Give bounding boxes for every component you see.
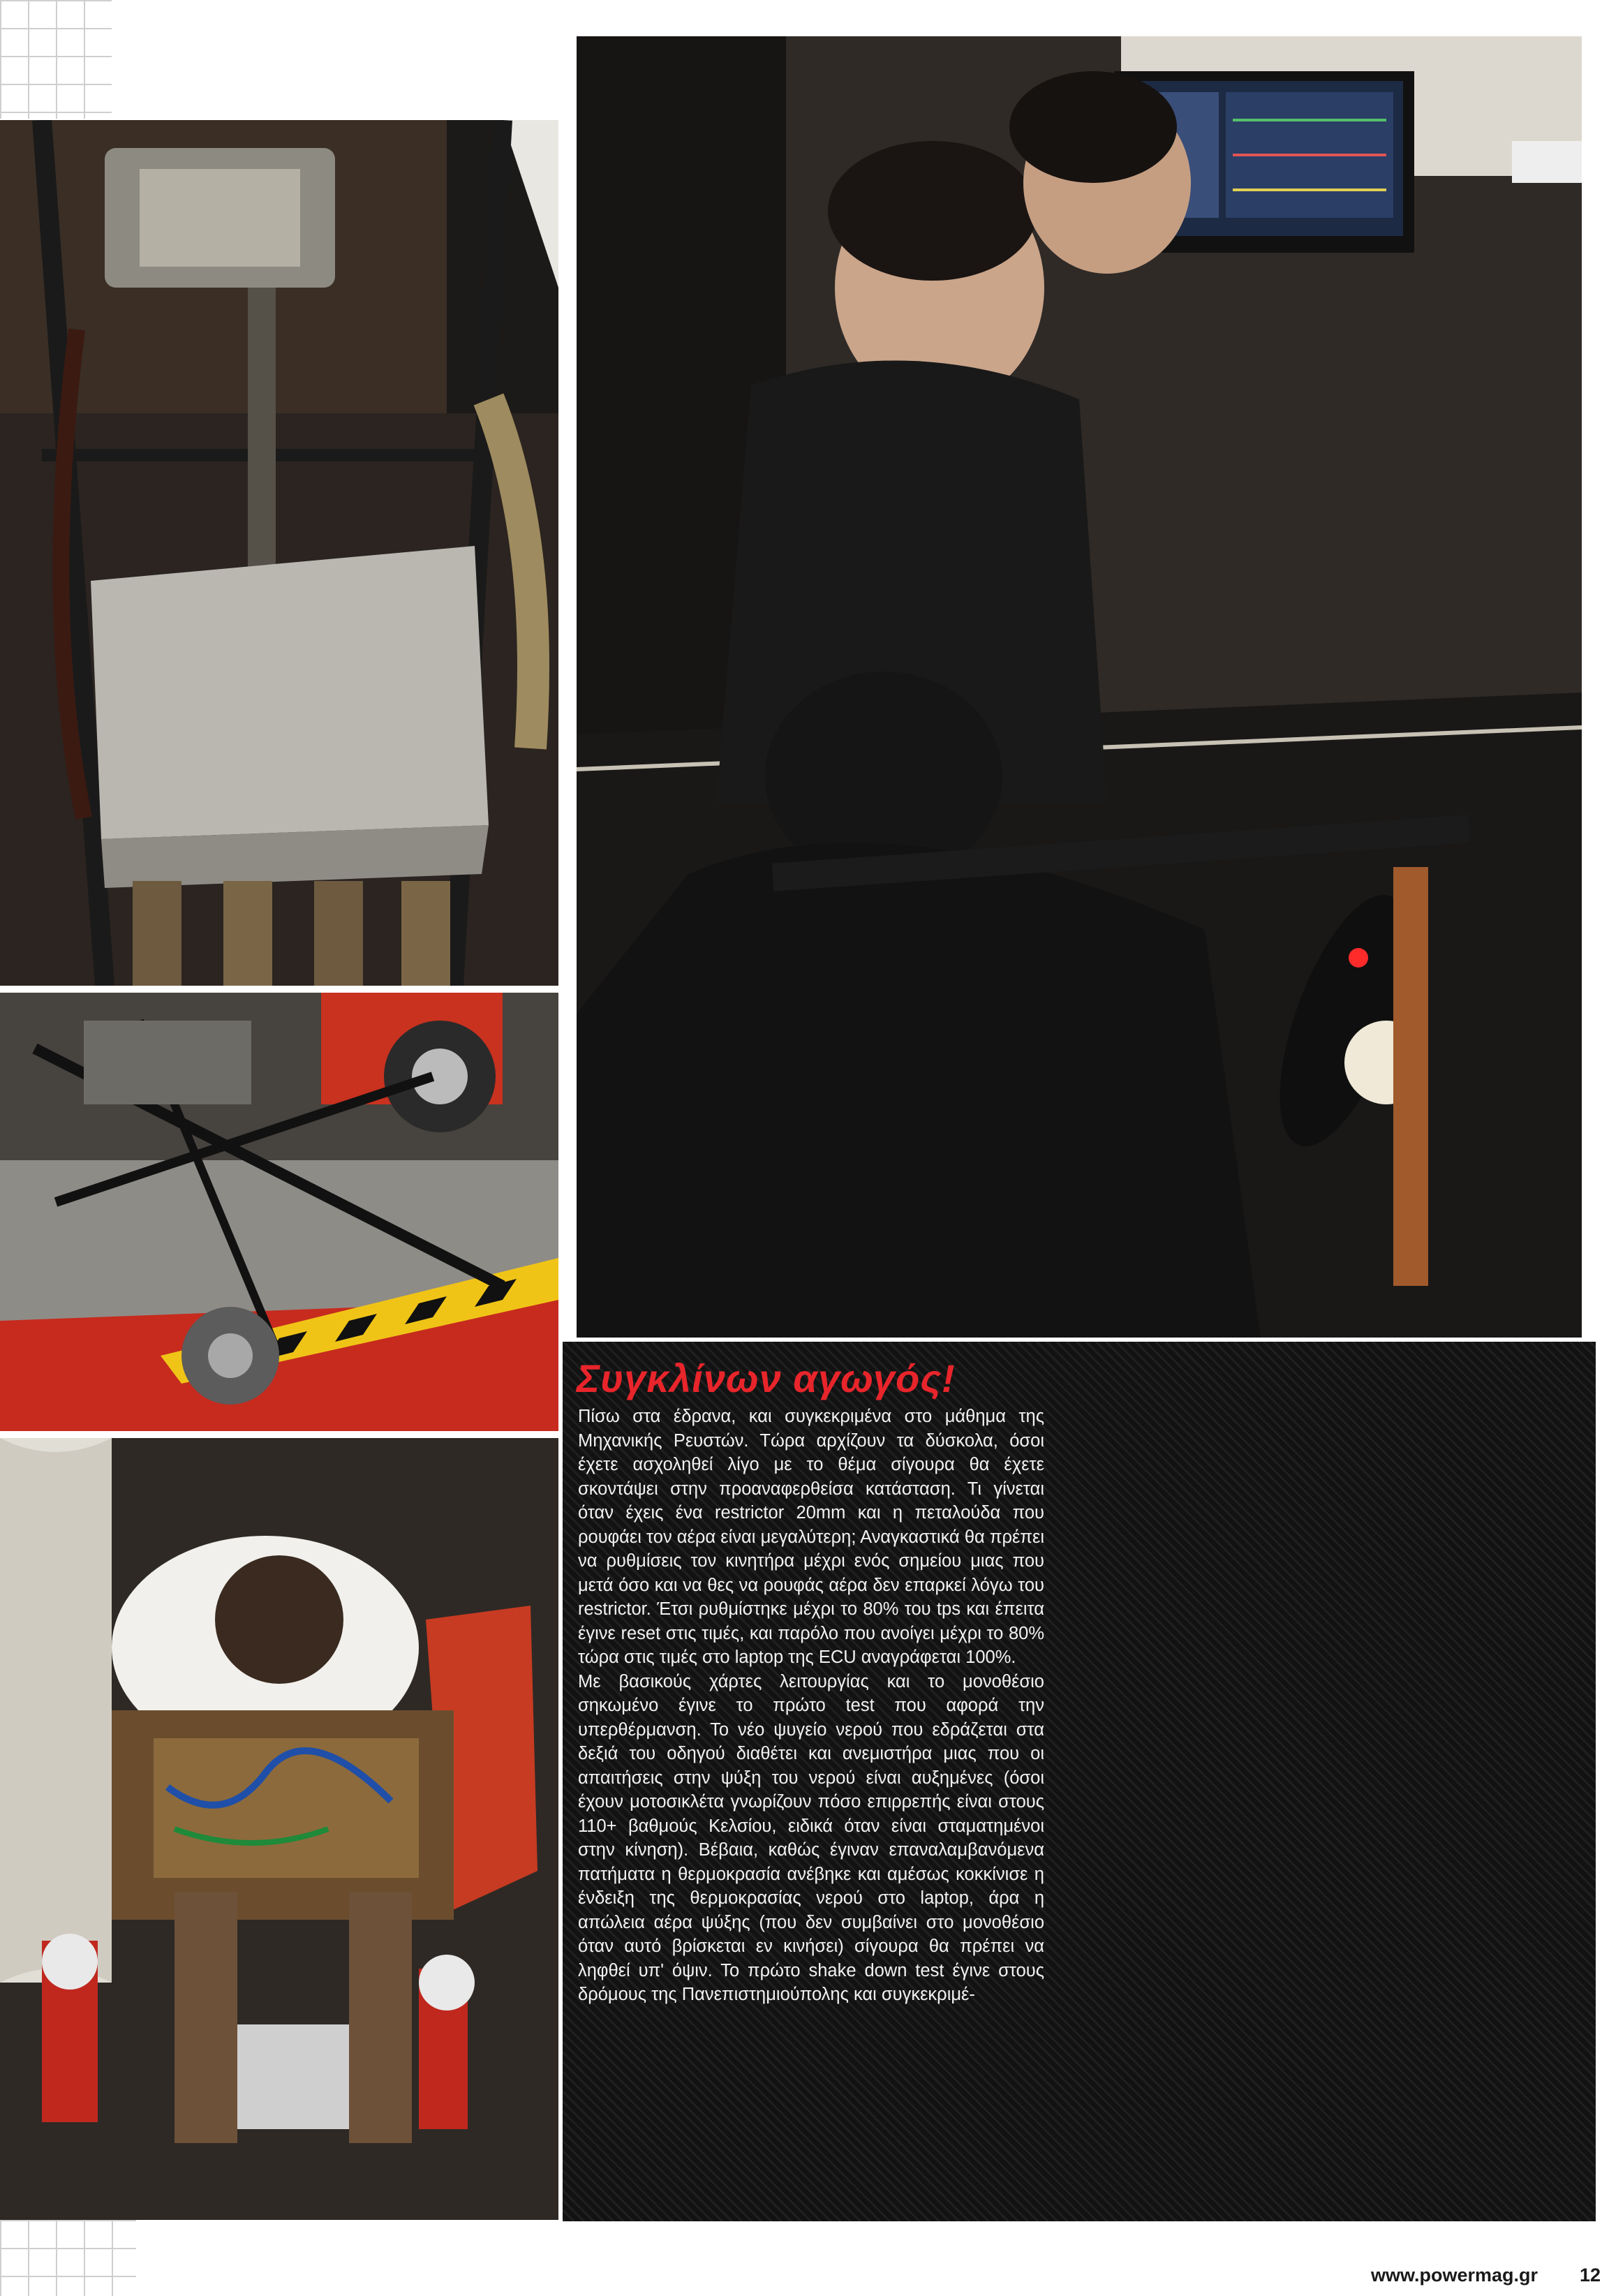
photo-driver-test-bench (577, 36, 1582, 1338)
article-paragraph: Πίσω στα έδρανα, και συγκεκριμένα στο μάθημα της Μηχανικής Ρευστών. Τώρα αρχίζουν τα δύσκολα, όσοι έχετε ασχοληθεί λίγο με το θέμα σίγουρα θα έχετε σκοντάψει στην προαναφερθείσα κατάσταση. Τι γίνεται όταν έχεις ένα restrictor 20mm και η πεταλούδα που ρουφάει τον αέρα είναι μεγαλύτερη; Αναγκαστικά θα πρέπει να ρυθμίσεις τον κινητήρα μέχρι ενός σημείου μιας που μετά όσο και να θες να ρουφάς αέρα δεν επαρκεί λόγω του restrictor. Έτσι ρυθμίστηκε μέχρι το 80% του tps και έπειτα έγινε reset στις τιμές, και παρόλο που ανοίγει μέχρι το 80% τώρα στις τιμές στο laptop της ECU αναγράφεται 100%. (578, 1407, 1044, 1667)
grid-background-top-left (0, 0, 112, 119)
article-paragraph: Με βασικούς χάρτες λειτουργίας και το μονοθέσιο σηκωμένο έγινε το πρώτο test που αφορά την υπερθέρμανση. Το νέο ψυγείο νερού που εδράζεται στα δεξιά του οδηγού διαθέτει και ανεμιστήρα μιας που οι απαιτήσεις στην ψύξη του νερού είναι αυξημένες (όσοι έχουν μοτοσικλέτα γνωρίζουν πόσο επιρρεπής είναι στους 110+ βαθμούς Κελσίου, ειδικά όταν είναι σταματημένοι στην κίνηση). Βέβαια, καθώς έγιναν επαναλαμβανόμενα πατήματα η θερμοκρασία ανέβηκε και αμέσως κοκκίνισε η ένδειξη της θερμοκρασίας νερού στο laptop, άρα η απώλεια αέρα ψύξης (που δεν συμβαίνει στο μονοθέσιο όταν αυτό βρίσκεται εν κινήσει) σίγουρα θα πρέπει να ληφθεί υπ' όψιν. Το πρώτο shake down test έγινε στους δρόμους της Πανεπιστημιούπολης και συγκεκριμέ- (578, 1671, 1044, 2004)
photo-mechanic-wiring (0, 1438, 558, 2220)
article-text-box (563, 1342, 1596, 2221)
article-body (578, 1405, 1044, 2007)
photo-steering-column-intake (0, 120, 558, 986)
grid-background-bottom-left (0, 2220, 136, 2296)
page-number: 12 (1579, 2265, 1601, 2286)
photo-chassis-suspension (0, 993, 558, 1431)
footer-website-url: www.powermag.gr (1370, 2265, 1538, 2286)
article-title: Συγκλίνων αγωγός! (577, 1356, 956, 1400)
